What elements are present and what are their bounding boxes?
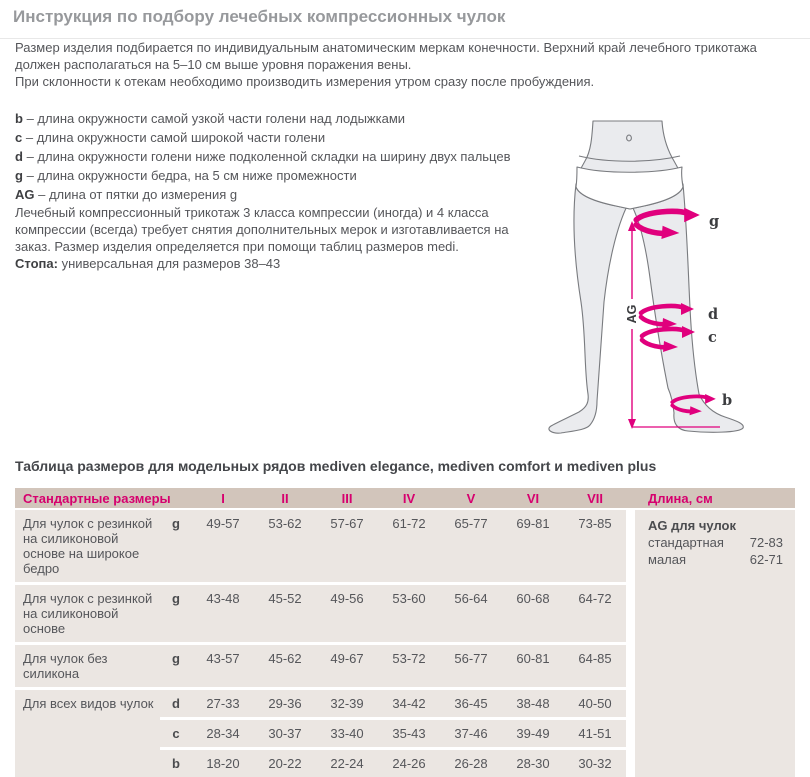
diagram-label-d: d [708,306,718,323]
foot-note-text: универсальная для размеров 38–43 [62,256,281,271]
diagram-label-c: c [708,329,717,346]
row-label: Для чулок с резинкой на силиконовой основе на широкое бедро [15,509,160,584]
definition-text: – длина от пятки до измерения g [38,187,237,202]
size-value: 43-48 [192,584,254,644]
column-gap [626,749,635,777]
table-header-row [15,488,795,509]
size-value: 64-72 [564,584,626,644]
size-value: 60-81 [502,644,564,689]
size-value: 49-67 [316,644,378,689]
header-size-i: I [192,488,254,509]
row-label: Для чулок с резинкой на силиконовой основе [15,584,160,644]
size-value: 64-85 [564,644,626,689]
size-value: 41-51 [564,719,626,749]
row-letter: g [160,584,192,644]
length-option-name: стандартная [648,534,724,551]
table-row [15,509,795,584]
left-leg-shape [549,184,628,433]
size-value: 36-45 [440,689,502,719]
length-option-name: малая [648,551,686,568]
size-value: 40-50 [564,689,626,719]
definition-text: – длина окружности голени ниже подколенной складки на ширину двух пальцев [27,149,511,164]
definition-text: – длина окружности самой широкой части голени [26,130,325,145]
size-value: 38-48 [502,689,564,719]
header-size-vi: VI [502,488,564,509]
definition-term: g [15,168,23,183]
header-standard-sizes: Стандартные размеры [15,488,192,509]
definition-term: d [15,149,23,164]
size-value: 28-30 [502,749,564,777]
intro-paragraph-size: Размер изделия подбирается по индивидуальным анатомическим меркам конечности. Верхний край лечебного трикотажа должен располагаться на 5–10 см выше уровня поражения вены. [15,39,767,73]
length-option-small [648,551,783,568]
header-length: Длина, см [635,488,795,509]
row-letter: d [160,689,192,719]
header-size-iv: IV [378,488,440,509]
column-gap [626,509,635,584]
size-value: 65-77 [440,509,502,584]
row-letter: c [160,719,192,749]
size-value: 22-24 [316,749,378,777]
row-label: Для чулок без силикона [15,644,160,689]
size-value: 32-39 [316,689,378,719]
size-table [15,488,795,777]
page-title: Инструкция по подбору лечебных компрессионных чулок [0,0,810,27]
size-value: 60-68 [502,584,564,644]
size-value: 57-67 [316,509,378,584]
size-value: 26-28 [440,749,502,777]
definition-text: – длина окружности бедра, на 5 см ниже промежности [27,168,357,183]
header-size-v: V [440,488,502,509]
size-value: 20-22 [254,749,316,777]
row-letter: g [160,644,192,689]
size-value: 43-57 [192,644,254,689]
definition-term: c [15,130,22,145]
legs-diagram-svg [546,96,808,448]
column-gap [626,644,635,689]
header-size-vii: VII [564,488,626,509]
definition-term: AG [15,187,35,202]
navel-mark [627,135,632,141]
diagram-label-g: g [709,213,719,230]
column-gap [626,689,635,719]
intro-paragraph-classes: Лечебный компрессионный трикотаж 3 класса компрессии (иногда) и 4 класса компрессии (всегда) требует снятия дополнительных мерок и изготавливается на заказ. Размер изделия определяется при помощи таблиц размеров medi. [15,204,543,255]
size-value: 29-36 [254,689,316,719]
column-gap [626,719,635,749]
row-letter: b [160,749,192,777]
length-option-value: 72-83 [750,534,783,551]
size-value: 18-20 [192,749,254,777]
header-size-ii: II [254,488,316,509]
foot-note-label: Стопа: [15,256,58,271]
size-value: 53-60 [378,584,440,644]
table-section-heading: Таблица размеров для модельных рядов mediven elegance, mediven comfort и mediven plus [15,458,810,474]
size-value: 33-40 [316,719,378,749]
size-value: 30-32 [564,749,626,777]
size-value: 69-81 [502,509,564,584]
size-value: 53-62 [254,509,316,584]
size-value: 28-34 [192,719,254,749]
header-gap [626,488,635,509]
column-gap [626,584,635,644]
size-value: 39-49 [502,719,564,749]
size-value: 37-46 [440,719,502,749]
size-value: 53-72 [378,644,440,689]
definition-term: b [15,111,23,126]
size-value: 24-26 [378,749,440,777]
header-size-iii: III [316,488,378,509]
row-letter: g [160,509,192,584]
row-label: Для всех видов чулок [15,689,160,777]
size-value: 45-52 [254,584,316,644]
length-info-title: AG для чулок [648,517,783,534]
size-value: 49-57 [192,509,254,584]
size-value: 45-62 [254,644,316,689]
length-option-standard [648,534,783,551]
size-value: 27-33 [192,689,254,719]
length-option-value: 62-71 [750,551,783,568]
diagram-label-ag: AG [625,305,639,324]
diagram-label-b: b [722,392,732,409]
size-value: 56-77 [440,644,502,689]
definition-text: – длина окружности самой узкой части голени над лодыжками [27,111,405,126]
length-info-cell [635,509,795,777]
size-value: 49-56 [316,584,378,644]
size-value: 56-64 [440,584,502,644]
size-value: 34-42 [378,689,440,719]
body-silhouette [549,121,743,433]
intro-paragraph-edema: При склонности к отекам необходимо производить измерения утром сразу после пробуждения. [15,73,795,90]
legs-measurement-diagram [546,96,808,448]
size-value: 30-37 [254,719,316,749]
size-value: 35-43 [378,719,440,749]
size-value: 73-85 [564,509,626,584]
size-value: 61-72 [378,509,440,584]
